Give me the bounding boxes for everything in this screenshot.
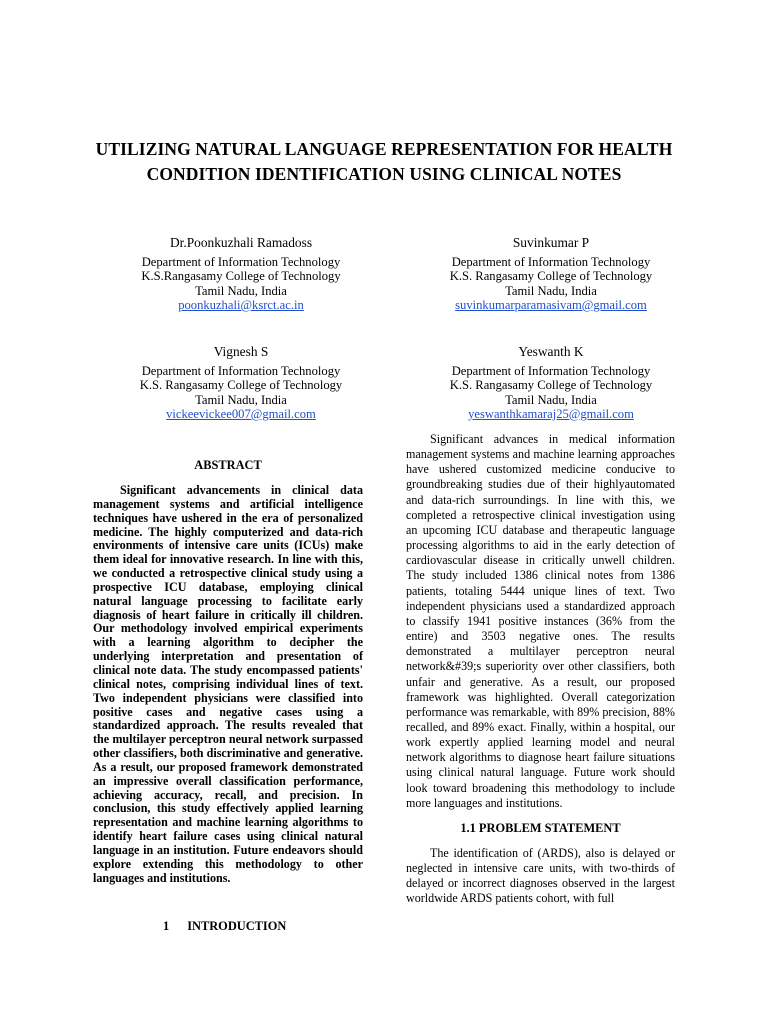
introduction-heading — [163, 919, 286, 934]
author-location: Tamil Nadu, India — [505, 283, 597, 298]
author-name: Yeswanth K — [518, 344, 584, 359]
author-name: Vignesh S — [213, 344, 269, 359]
right-column — [406, 432, 675, 907]
author-location: Tamil Nadu, India — [195, 392, 287, 407]
author-name: Dr.Poonkuzhali Ramadoss — [169, 235, 313, 250]
paper-title: UTILIZING NATURAL LANGUAGE REPRESENTATION FOR HEALTH CONDITION IDENTIFICATION USING CLINICAL NOTES — [95, 139, 673, 184]
author-email-link[interactable]: yeswanthkamaraj25@gmail.com — [468, 406, 634, 421]
author-department: Department of Information Technology — [141, 364, 341, 379]
author-name: Suvinkumar P — [512, 235, 590, 250]
author-block — [96, 345, 386, 421]
author-department: Department of Information Technology — [141, 255, 341, 270]
author-college: K.S.Rangasamy College of Technology — [141, 269, 341, 284]
author-location: Tamil Nadu, India — [195, 283, 287, 298]
author-block — [406, 236, 696, 312]
author-email-link[interactable]: suvinkumarparamasivam@gmail.com — [455, 297, 647, 312]
author-college: K.S. Rangasamy College of Technology — [449, 269, 653, 284]
author-college: K.S. Rangasamy College of Technology — [139, 378, 343, 393]
body-paragraph: Significant advances in medical information management systems and machine learning approaches have ushered customized medicine conducive to groundbreaking studies due of their highlyautomated and data-rich surroundings. In line with this, we completed a retrospective clinical investigation using an upcoming ICU database and therapeutic language processing algorithms to aid in the early detection of cardiovascular disease in critically unwell children. The study included 1386 clinical notes from 1386 patients, totaling 5444 unique lines of text. Two independent physicians used a standardized approach to classify 1941 positive instances (36% from the entire) and 3503 negative ones. The results demonstrated a multilayer perceptron neural network&#39;s superiority over other classifiers, both unfair and generative. As a result, our proposed framework was highlighted. Overall categorization performance was remarkable, with 89% precision, 88% recalled, and 89% exact. Finally, within a hospital, our work expertly applied learning model and neural network algorithms to diagnose heart failure situations using clinical natural language. Future work should look toward broadening this methodology to include more languages and institutions. — [406, 432, 675, 810]
author-block — [406, 345, 696, 421]
problem-statement-heading: 1.1 PROBLEM STATEMENT — [460, 820, 621, 835]
author-email-link[interactable]: vickeevickee007@gmail.com — [166, 406, 316, 421]
section-title: INTRODUCTION — [187, 919, 287, 933]
problem-statement-text: The identification of (ARDS), also is delayed or neglected in intensive care units, with two-thirds of delayed or incorrect diagnoses observed in the largest worldwide ARDS patients cohort, with full — [406, 845, 675, 906]
abstract-section — [93, 458, 363, 885]
author-department: Department of Information Technology — [451, 364, 651, 379]
author-college: K.S. Rangasamy College of Technology — [449, 378, 653, 393]
abstract-text: Significant advancements in clinical data management systems and artificial intelligence techniques have ushered in the era of personalized medicine. The highly computerized and data-rich environments of intensive care units (ICUs) make them ideal for innovative research. In line with this, we conducted a retrospective clinical study using a prospective ICU database, employing clinical natural language processing to facilitate early diagnosis of heart failure in critically ill children. Our methodology involved empirical experiments with a learning algorithm to decipher the underlying interpretation and presentation of clinical note data. The study encompassed patients' clinical notes, comprising individual lines of text. Two independent physicians were classified into positive cases and negative cases using a standardized approach. The results revealed that the multilayer perceptron neural network surpassed other classifiers, both discriminative and generative. As a result, our proposed framework demonstrated an impressive overall classification performance, achieving accuracy, recall, and precision. In conclusion, this study effectively applied learning representation and machine learning algorithms to identify heart failure cases using clinical natural language in an institution. Future endeavors should explore extending this methodology to other languages and institutions. — [93, 483, 363, 885]
section-number: 1 — [163, 919, 170, 933]
abstract-heading: ABSTRACT — [194, 458, 262, 472]
author-block — [96, 236, 386, 312]
author-email-link[interactable]: poonkuzhali@ksrct.ac.in — [178, 297, 304, 312]
author-location: Tamil Nadu, India — [505, 392, 597, 407]
author-department: Department of Information Technology — [451, 255, 651, 270]
